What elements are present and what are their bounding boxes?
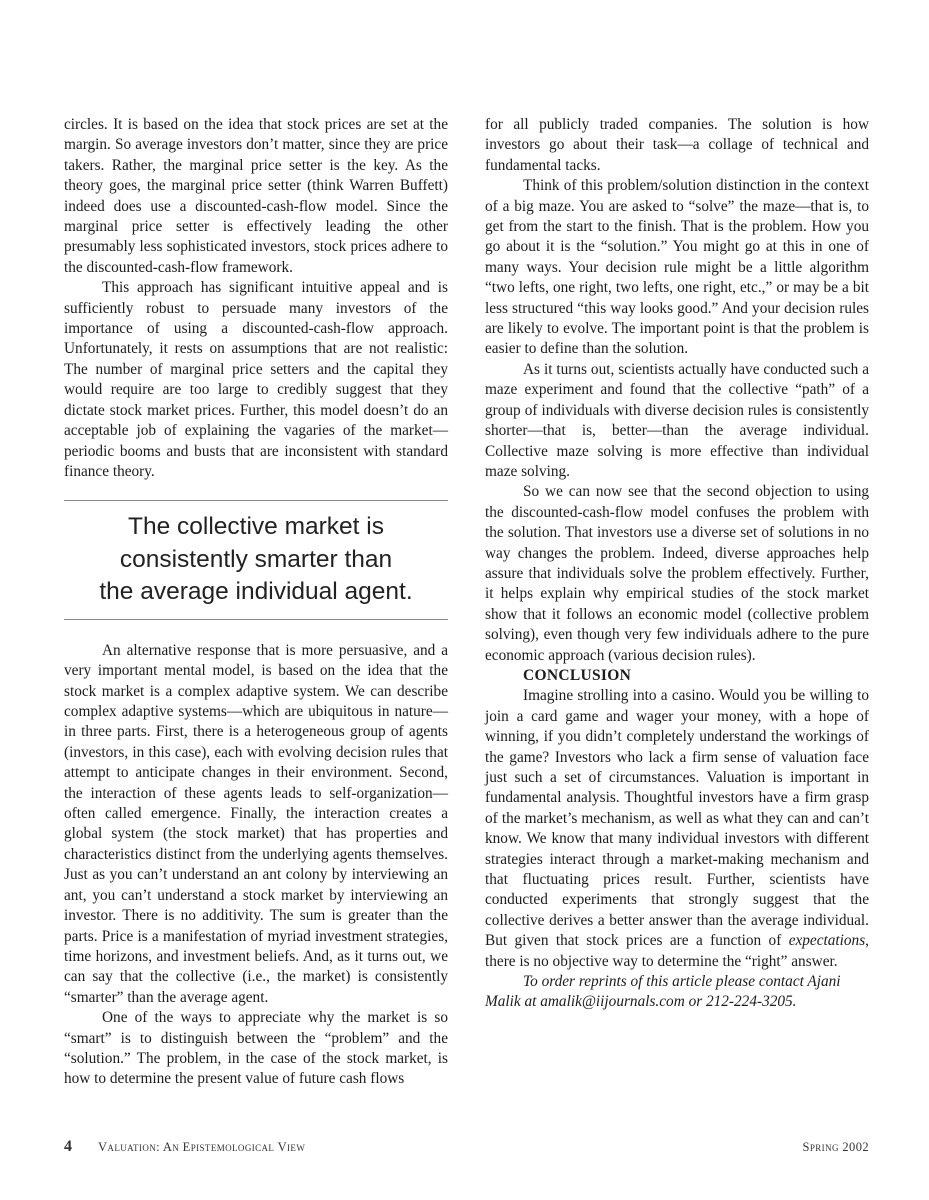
issue-date: Spring 2002: [802, 1140, 869, 1154]
emphasis-text: expectations: [788, 932, 866, 950]
conclusion-text: Imagine strolling into a casino. Would you be willing to join a card game and wager your money, with a hope of winning, if you didn’t completely understand the workings of the game? Investors who lack a firm sense of valuation face just such a set of circumstances. Valuation is important in fundamental analysis. Thoughtful investors have a firm grasp of the market’s mechanism, as well as what they can and can’t know. We know that many individual investors with different strategies interact through a market-making mechanism and that fluctuating prices result. Further, scientists have conducted experiments that strongly suggest that the collective derives a better answer than the average individual. But given that stock prices are a function of: [485, 687, 869, 950]
body-paragraph: This approach has significant intuitive appeal and is sufficiently robust to persuade many investors of the importance of using a discounted-cash-flow approach. Unfortunately, it rests on assumptions that are not realistic: The number of marginal price setters and the capital they would require are too large to credibly suggest that they dictate stock market prices. Further, this model doesn’t do an acceptable job of explaining the vagaries of the market—periodic booms and busts that are inconsistent with standard finance theory.: [64, 279, 448, 480]
conclusion-text-end: , there is no objective way to determine the “right” answer.: [485, 932, 869, 970]
pull-quote: [64, 500, 448, 620]
body-paragraph: circles. It is based on the idea that stock prices are set at the margin. So average investors don’t matter, since they are price takers. Rather, the marginal price setter is the key. As the theory goes, the marginal price setter (think Warren Buffett) indeed does use a discounted-cash-flow model. Since the marginal price setter is effectively leading the other presumably less sophisticated investors, stock prices adhere to the discounted-cash-flow framework.: [64, 116, 448, 276]
body-paragraph: for all publicly traded companies. The solution is how investors go about their task—a collage of technical and fundamental tacks.: [485, 116, 869, 174]
body-paragraph: Think of this problem/solution distinction in the context of a big maze. You are asked to “solve” the maze—that is, to get from the start to the finish. That is the problem. How you go about it is the “solution.” You might go at this in one of many ways. Your decision rule might be a little algorithm “two lefts, one right, two lefts, one right, etc.,” or may be a bit less structured “this way looks good.” And your decision rules are likely to evolve. The important point is that the problem is easier to define than the solution.: [485, 177, 869, 358]
conclusion-paragraph: [485, 686, 869, 972]
page-number: 4: [64, 1138, 72, 1155]
body-paragraph: One of the ways to appreciate why the market is so “smart” is to distinguish between the “problem” and the “solution.” The problem, in the case of the stock market, is how to determine the present value of future cash flows: [64, 1009, 448, 1088]
pull-quote-line: the average individual agent.: [99, 578, 413, 606]
left-column: [64, 115, 448, 1090]
pull-quote-line: The collective market is: [128, 513, 384, 541]
body-paragraph: So we can now see that the second objection to using the discounted-cash-flow model confuses the problem with the solution. That investors use a diverse set of solutions in no way changes the problem. Indeed, diverse approaches help assure that individuals solve the problem effectively. Further, it helps explain why empirical studies of the stock market show that it follows an economic model (collective problem solving), even though very few individuals adhere to the pure economic approach (various decision rules).: [485, 483, 869, 664]
running-title: Valuation: An Epistemological View: [98, 1140, 306, 1154]
pull-quote-line: consistently smarter than: [119, 545, 393, 573]
body-paragraph: As it turns out, scientists actually have conducted such a maze experiment and found that the collective “path” of a group of individuals with diverse decision rules is consistently shorter—that is, better—than the average individual. Collective maze solving is more effective than individual maze solving.: [485, 360, 869, 480]
body-paragraph: An alternative response that is more persuasive, and a very important mental model, is based on the idea that the stock market is a complex adaptive system. We can describe complex adaptive systems—which are ubiquitous in nature—in three parts. First, there is a heterogeneous group of agents (investors, in this case), each with evolving decision rules that attempt to anticipate changes in their environment. Second, the interaction of these agents leads to self-organization—often called emergence. Finally, the interaction creates a global system (the stock market) that has properties and characteristics distinct from the underlying agents themselves. Just as you can’t understand an ant colony by interviewing an ant, you can’t understand a stock market by interviewing an investor. There is no additivity. The sum is greater than the parts. Price is a manifestation of myriad investment strategies, time horizons, and investment beliefs. And, as it turns out, we can say that the collective (i.e., the market) is consistently “smarter” than the average agent.: [64, 641, 448, 1006]
section-heading: CONCLUSION: [523, 666, 632, 684]
reprint-note: To order reprints of this article please contact Ajani Malik at amalik@iijournals.com or 212-224-3205.: [485, 973, 841, 1011]
right-column: [485, 115, 869, 1013]
page-footer: [64, 1140, 869, 1160]
